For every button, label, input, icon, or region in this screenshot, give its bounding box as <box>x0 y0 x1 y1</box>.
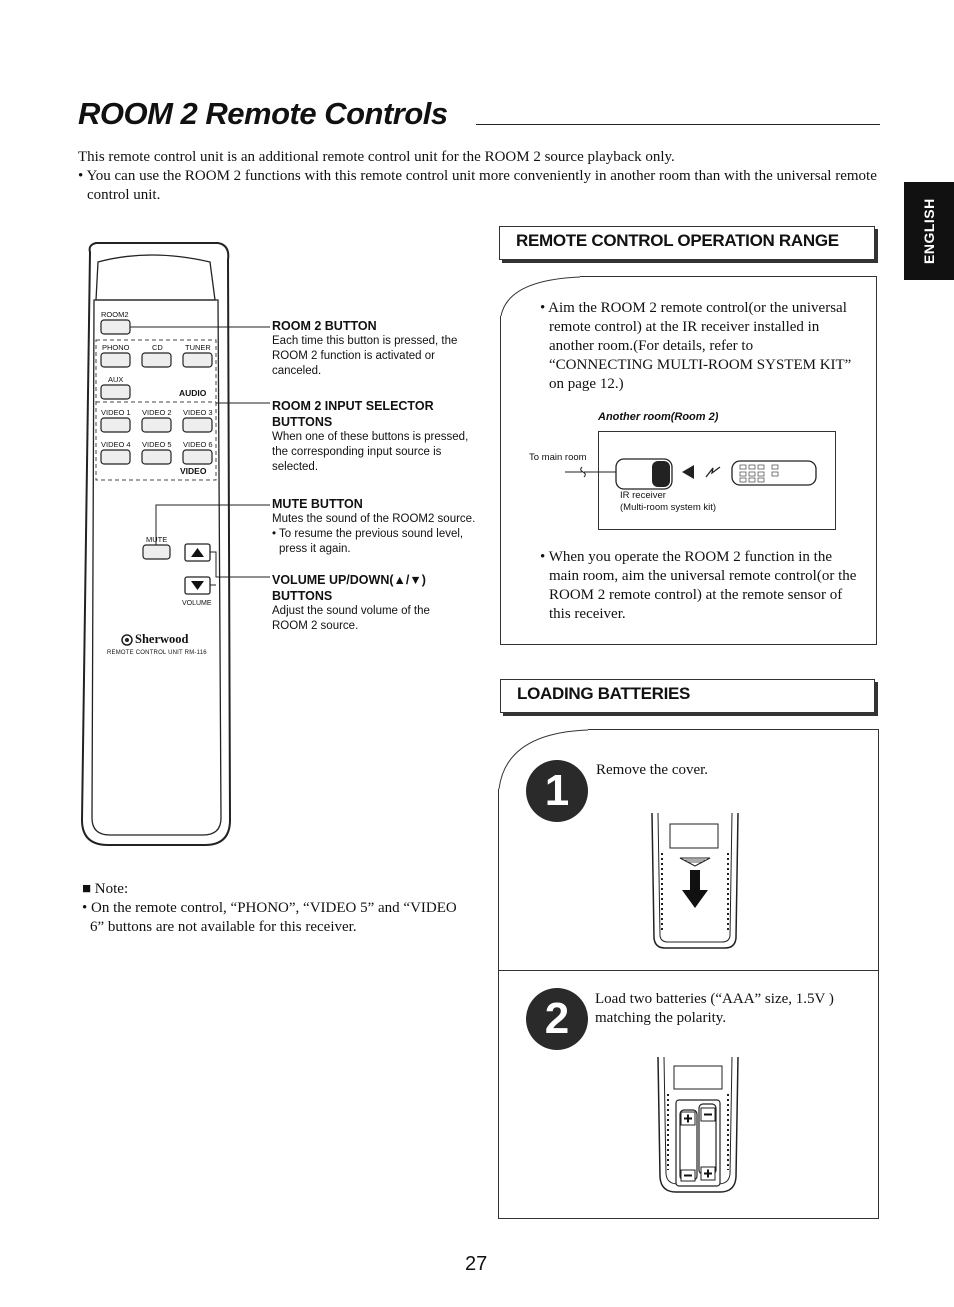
intro-bullet: • You can use the ROOM 2 functions with this remote control unit more conveniently in another room than with the universal remote control unit. <box>78 168 877 203</box>
step1-number: 1 <box>526 760 588 822</box>
tuner-button <box>183 353 212 367</box>
callout-title: MUTE BUTTON <box>272 497 363 511</box>
range-bullet-2: • When you operate the ROOM 2 function in the main room, aim the universal remote control(or the ROOM 2 remote control) at the remote sensor of this receiver. <box>540 549 857 622</box>
remote-side-icon <box>732 461 816 485</box>
ir-receiver-sublabel: (Multi-room system kit) <box>620 502 717 513</box>
remote-model: REMOTE CONTROL UNIT RM-116 <box>107 650 207 656</box>
step2-text: Load two batteries (“AAA” size, 1.5V ) matching the polarity. <box>595 991 834 1026</box>
cd-button <box>142 353 171 367</box>
intro-line: This remote control unit is an additional remote control unit for the ROOM 2 source playback only. <box>78 149 675 165</box>
page-title: ROOM 2 Remote Controls <box>78 96 448 131</box>
remote-video1-label: VIDEO 1 <box>101 408 131 417</box>
page-number: 27 <box>465 1253 488 1275</box>
remote-video-label: VIDEO <box>180 466 207 476</box>
step-divider <box>498 970 879 971</box>
remote-mute-label: MUTE <box>146 535 168 544</box>
callout-text-bullet: • To resume the previous sound level, press it again. <box>272 528 464 555</box>
note-heading: ■ Note: <box>82 881 129 897</box>
callout-volume-buttons <box>272 572 452 634</box>
remote-cd-label: CD <box>152 343 163 352</box>
video3-button <box>183 418 212 432</box>
remove-cover-illustration <box>640 808 750 953</box>
language-tab: ENGLISH <box>904 182 954 280</box>
callout-text: Mutes the sound of the ROOM2 source. <box>272 513 476 525</box>
range-section-heading: REMOTE CONTROL OPERATION RANGE <box>499 226 875 260</box>
remote-video5-label: VIDEO 5 <box>142 440 172 449</box>
remote-room2-label: ROOM2 <box>101 310 129 319</box>
load-batteries-illustration <box>648 1052 748 1197</box>
to-main-room-label: To main room <box>529 452 587 463</box>
remote-volume-label: VOLUME <box>182 600 212 607</box>
callout-text: Adjust the sound volume of the ROOM 2 source. <box>272 605 430 632</box>
note-block <box>82 880 462 937</box>
remote-top-curve <box>96 255 215 300</box>
video4-button <box>101 450 130 464</box>
remote-video2-label: VIDEO 2 <box>142 408 172 417</box>
callout-room2-button <box>272 318 487 379</box>
room2-button <box>101 320 130 334</box>
diagram-title: Another room(Room 2) <box>598 411 719 423</box>
remote-phono-label: PHONO <box>102 343 130 352</box>
ir-diagram <box>560 455 830 495</box>
step1-text: Remove the cover. <box>596 762 709 778</box>
remote-video6-label: VIDEO 6 <box>183 440 213 449</box>
callout-mute-button <box>272 496 492 557</box>
remote-aux-label: AUX <box>108 375 124 384</box>
callout-text: Each time this button is pressed, the ROOM 2 function is activated or canceled. <box>272 335 458 377</box>
remote-video4-label: VIDEO 4 <box>101 440 131 449</box>
batteries-section-heading: LOADING BATTERIES <box>500 679 875 713</box>
callout-text: When one of these buttons is pressed, the corresponding input source is selected. <box>272 431 469 473</box>
range-bullet-1: • Aim the ROOM 2 remote control(or the universal remote control) at the IR receiver installed in another room.(For details, refer to “CONNECTING MULTI-ROOM SYSTEM KIT” on page 12.) <box>540 300 852 392</box>
mute-button <box>143 545 170 559</box>
video5-button <box>142 450 171 464</box>
ir-receiver-label: IR receiver <box>620 490 666 501</box>
callout-input-selector <box>272 398 487 475</box>
callout-title: ROOM 2 INPUT SELECTOR BUTTONS <box>272 399 434 429</box>
step2-number: 2 <box>526 988 588 1050</box>
callout-title: VOLUME UP/DOWN(▲/▼) BUTTONS <box>272 573 426 603</box>
aux-button <box>101 385 130 399</box>
remote-tuner-label: TUNER <box>185 343 211 352</box>
note-bullet: • On the remote control, “PHONO”, “VIDEO 5” and “VIDEO 6” buttons are not available for this receiver. <box>82 900 457 935</box>
video1-button <box>101 418 130 432</box>
ir-signal-icon <box>706 467 720 477</box>
remote-video3-label: VIDEO 3 <box>183 408 213 417</box>
remote-brand: Sherwood <box>135 632 189 646</box>
callout-title: ROOM 2 BUTTON <box>272 319 377 333</box>
phono-button <box>101 353 130 367</box>
video2-button <box>142 418 171 432</box>
remote-audio-label: AUDIO <box>179 388 207 398</box>
slide-down-arrow-icon <box>682 870 708 908</box>
video6-button <box>183 450 212 464</box>
